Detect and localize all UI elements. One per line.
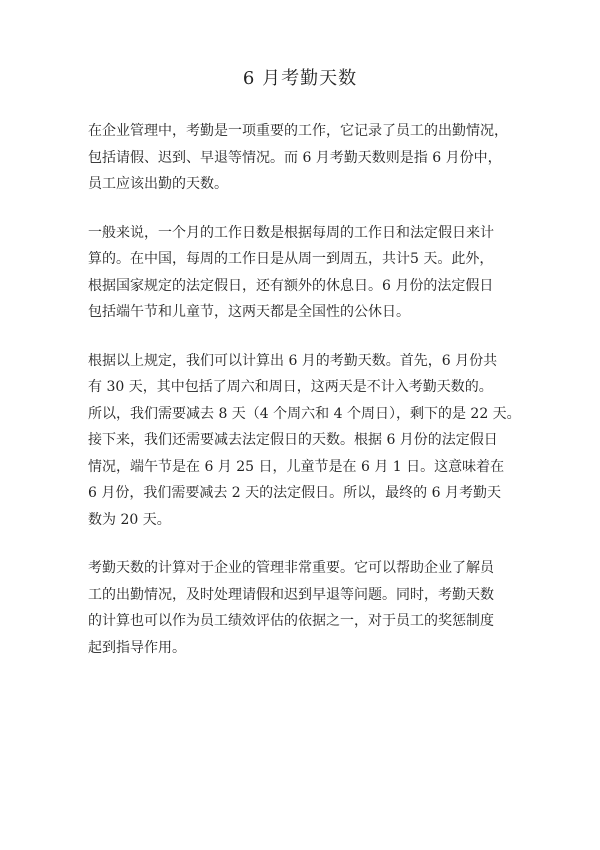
paragraph-importance — [88, 555, 520, 661]
text-line: 算的。在中国，每周的工作日是从周一到周五，共计5 天。此外， — [88, 251, 494, 267]
text-line: 的计算也可以作为员工绩效评估的依据之一，对于员工的奖惩制度 — [88, 613, 494, 629]
text-line: 一般来说，一个月的工作日数是根据每周的工作日和法定假日来计 — [88, 224, 494, 241]
text-line: 包括端午节和儿童节，这两天都是全国性的公休日。 — [88, 304, 410, 320]
text-line: 工的出勤情况，及时处理请假和迟到早退等问题。同时，考勤天数 — [88, 586, 494, 603]
text-line: 数为 20 天。 — [88, 511, 171, 528]
text-line: 考勤天数的计算对于企业的管理非常重要。它可以帮助企业了解员 — [88, 560, 494, 576]
text-line: 根据国家规定的法定假日，还有额外的休息日。6 月份的法定假日 — [88, 277, 494, 294]
document-title: 6 月考勤天数 — [242, 68, 358, 89]
text-line: 包括请假、迟到、早退等情况。而 6 月考勤天数则是指 6 月份中， — [88, 149, 502, 166]
text-line: 有 30 天，其中包括了周六和周日，这两天是不计入考勤天数的。 — [88, 379, 493, 395]
text-line: 情况，端午节是在 6 月 25 日，儿童节是在 6 月 1 日。这意味着在 — [88, 458, 505, 475]
paragraph-workdays — [88, 220, 520, 326]
text-line: 6 月份，我们需要减去 2 天的法定假日。所以，最终的 6 月考勤天 — [88, 485, 501, 501]
text-line: 根据以上规定，我们可以计算出 6 月的考勤天数。首先，6 月份共 — [88, 352, 498, 369]
document-body — [88, 118, 520, 683]
text-line: 接下来，我们还需要减去法定假日的天数。根据 6 月份的法定假日 — [88, 432, 498, 448]
text-line: 所以，我们需要减去 8 天（4 个周六和 4 个周日），剩下的是 22 天。 — [88, 405, 521, 422]
paragraph-calculation — [88, 348, 520, 534]
paragraph-intro — [88, 118, 520, 198]
text-line: 在企业管理中，考勤是一项重要的工作，它记录了员工的出勤情况， — [88, 123, 508, 139]
text-line: 起到指导作用。 — [88, 639, 186, 656]
text-line: 员工应该出勤的天数。 — [88, 176, 228, 192]
